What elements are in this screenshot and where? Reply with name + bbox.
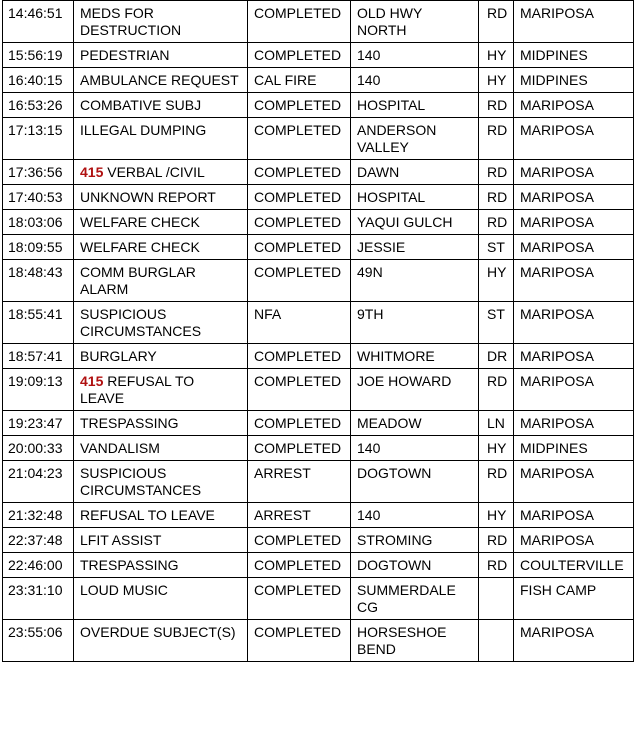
- call-time-cell: [3, 160, 74, 185]
- call-type: MEDS FOR DESTRUCTION: [80, 5, 182, 38]
- street-suffix: RD: [487, 122, 508, 138]
- street-suffix: RD: [487, 189, 508, 205]
- street-suffix-cell: [479, 369, 514, 411]
- call-type-cell: [74, 578, 248, 620]
- table-row: [3, 436, 634, 461]
- call-disposition-cell: [248, 344, 351, 369]
- call-street: WHITMORE: [357, 348, 435, 364]
- call-time-cell: [3, 260, 74, 302]
- street-suffix-cell: [479, 43, 514, 68]
- street-suffix-cell: [479, 210, 514, 235]
- call-city-cell: [514, 160, 634, 185]
- call-city: MARIPOSA: [520, 239, 594, 255]
- call-time: 23:55:06: [8, 624, 63, 640]
- call-type-cell: [74, 43, 248, 68]
- table-row: [3, 210, 634, 235]
- call-time-cell: [3, 503, 74, 528]
- call-time-cell: [3, 411, 74, 436]
- call-type-cell: [74, 160, 248, 185]
- call-type: VERBAL /CIVIL: [107, 164, 205, 180]
- call-time: 14:46:51: [8, 5, 63, 21]
- street-suffix-cell: [479, 68, 514, 93]
- call-disposition-cell: [248, 118, 351, 160]
- call-type-cell: [74, 553, 248, 578]
- call-city-cell: [514, 93, 634, 118]
- call-city-cell: [514, 411, 634, 436]
- call-city-cell: [514, 578, 634, 620]
- call-time-cell: [3, 302, 74, 344]
- call-time-cell: [3, 578, 74, 620]
- call-time-cell: [3, 93, 74, 118]
- call-city: FISH CAMP: [520, 582, 597, 598]
- call-disposition: COMPLETED: [254, 189, 342, 205]
- table-row: [3, 43, 634, 68]
- call-time-cell: [3, 553, 74, 578]
- street-suffix-cell: [479, 118, 514, 160]
- call-street-cell: [351, 620, 479, 662]
- call-disposition: NFA: [254, 306, 282, 322]
- call-disposition-cell: [248, 260, 351, 302]
- call-city-cell: [514, 553, 634, 578]
- call-city: MARIPOSA: [520, 164, 594, 180]
- call-street-cell: [351, 68, 479, 93]
- street-suffix: ST: [487, 239, 505, 255]
- street-suffix: DR: [487, 348, 508, 364]
- call-disposition: COMPLETED: [254, 624, 342, 640]
- call-disposition-cell: [248, 461, 351, 503]
- call-time: 17:13:15: [8, 122, 63, 138]
- call-city-cell: [514, 302, 634, 344]
- call-street: HORSESHOE BEND: [357, 624, 447, 657]
- call-city: MARIPOSA: [520, 373, 594, 389]
- street-suffix-cell: [479, 93, 514, 118]
- call-disposition-cell: [248, 68, 351, 93]
- call-time: 18:03:06: [8, 214, 63, 230]
- call-street-cell: [351, 578, 479, 620]
- call-city: MIDPINES: [520, 47, 588, 63]
- call-time: 21:32:48: [8, 507, 63, 523]
- call-type: LFIT ASSIST: [80, 532, 162, 548]
- table-row: [3, 235, 634, 260]
- call-type-cell: [74, 411, 248, 436]
- call-type: AMBULANCE REQUEST: [80, 72, 239, 88]
- call-log-table: [2, 0, 634, 662]
- call-disposition: COMPLETED: [254, 47, 342, 63]
- call-disposition-cell: [248, 210, 351, 235]
- call-time-cell: [3, 210, 74, 235]
- street-suffix: HY: [487, 440, 507, 456]
- call-time: 18:09:55: [8, 239, 63, 255]
- call-city-cell: [514, 528, 634, 553]
- call-type: SUSPICIOUS CIRCUMSTANCES: [80, 306, 202, 339]
- call-type: SUSPICIOUS CIRCUMSTANCES: [80, 465, 202, 498]
- call-type-cell: [74, 1, 248, 43]
- call-disposition: COMPLETED: [254, 97, 342, 113]
- call-disposition-cell: [248, 93, 351, 118]
- call-city: MARIPOSA: [520, 97, 594, 113]
- call-disposition-cell: [248, 43, 351, 68]
- call-type: BURGLARY: [80, 348, 157, 364]
- street-suffix: RD: [487, 97, 508, 113]
- call-time-cell: [3, 68, 74, 93]
- call-disposition: COMPLETED: [254, 264, 342, 280]
- table-row: [3, 68, 634, 93]
- call-disposition: CAL FIRE: [254, 72, 317, 88]
- call-time: 19:09:13: [8, 373, 63, 389]
- call-type-cell: [74, 461, 248, 503]
- call-type: WELFARE CHECK: [80, 214, 200, 230]
- call-disposition-cell: [248, 160, 351, 185]
- street-suffix: ST: [487, 306, 505, 322]
- street-suffix: LN: [487, 415, 505, 431]
- call-city-cell: [514, 1, 634, 43]
- call-street-cell: [351, 411, 479, 436]
- call-street: YAQUI GULCH: [357, 214, 453, 230]
- call-street-cell: [351, 302, 479, 344]
- call-type-cell: [74, 528, 248, 553]
- call-type: TRESPASSING: [80, 557, 179, 573]
- call-type-cell: [74, 620, 248, 662]
- call-time: 16:53:26: [8, 97, 63, 113]
- call-street: 9TH: [357, 306, 384, 322]
- table-row: [3, 620, 634, 662]
- call-street: HOSPITAL: [357, 189, 426, 205]
- call-type: ILLEGAL DUMPING: [80, 122, 207, 138]
- street-suffix: RD: [487, 465, 508, 481]
- call-disposition: COMPLETED: [254, 122, 342, 138]
- call-time: 21:04:23: [8, 465, 63, 481]
- call-disposition: COMPLETED: [254, 348, 342, 364]
- call-city-cell: [514, 185, 634, 210]
- call-time-cell: [3, 461, 74, 503]
- call-type: LOUD MUSIC: [80, 582, 168, 598]
- call-street: SUMMERDALE CG: [357, 582, 456, 615]
- call-street: DAWN: [357, 164, 400, 180]
- call-street-cell: [351, 1, 479, 43]
- street-suffix-cell: [479, 160, 514, 185]
- table-row: [3, 118, 634, 160]
- street-suffix: RD: [487, 5, 508, 21]
- call-street-cell: [351, 503, 479, 528]
- call-city-cell: [514, 344, 634, 369]
- call-city-cell: [514, 118, 634, 160]
- table-row: [3, 578, 634, 620]
- call-city-cell: [514, 620, 634, 662]
- call-time: 23:31:10: [8, 582, 63, 598]
- call-street-cell: [351, 369, 479, 411]
- call-street: 140: [357, 72, 381, 88]
- call-street: 140: [357, 47, 381, 63]
- street-suffix: RD: [487, 532, 508, 548]
- call-disposition: COMPLETED: [254, 532, 342, 548]
- street-suffix: RD: [487, 557, 508, 573]
- call-city-cell: [514, 503, 634, 528]
- call-disposition: COMPLETED: [254, 415, 342, 431]
- call-type-cell: [74, 344, 248, 369]
- call-street: JOE HOWARD: [357, 373, 452, 389]
- call-type: COMM BURGLAR ALARM: [80, 264, 196, 297]
- call-street: 140: [357, 440, 381, 456]
- call-street-cell: [351, 461, 479, 503]
- street-suffix: HY: [487, 47, 507, 63]
- call-city: MARIPOSA: [520, 264, 594, 280]
- call-disposition-cell: [248, 503, 351, 528]
- call-disposition: ARREST: [254, 507, 311, 523]
- call-disposition: ARREST: [254, 465, 311, 481]
- street-suffix-cell: [479, 578, 514, 620]
- street-suffix-cell: [479, 528, 514, 553]
- call-disposition-cell: [248, 528, 351, 553]
- call-street-cell: [351, 436, 479, 461]
- call-type: TRESPASSING: [80, 415, 179, 431]
- table-row: [3, 160, 634, 185]
- call-type-cell: [74, 235, 248, 260]
- call-street-cell: [351, 553, 479, 578]
- table-row: [3, 93, 634, 118]
- call-street-cell: [351, 160, 479, 185]
- call-disposition-cell: [248, 411, 351, 436]
- call-city-cell: [514, 260, 634, 302]
- call-street-cell: [351, 235, 479, 260]
- call-city: MARIPOSA: [520, 5, 594, 21]
- street-suffix: RD: [487, 164, 508, 180]
- call-city: MARIPOSA: [520, 214, 594, 230]
- call-type: VANDALISM: [80, 440, 160, 456]
- call-time: 19:23:47: [8, 415, 63, 431]
- call-street: DOGTOWN: [357, 465, 432, 481]
- call-type: REFUSAL TO LEAVE: [80, 373, 195, 406]
- call-time: 18:48:43: [8, 264, 63, 280]
- street-suffix: HY: [487, 507, 507, 523]
- table-row: [3, 528, 634, 553]
- street-suffix-cell: [479, 185, 514, 210]
- call-type-cell: [74, 185, 248, 210]
- call-city-cell: [514, 369, 634, 411]
- street-suffix-cell: [479, 1, 514, 43]
- call-disposition-cell: [248, 302, 351, 344]
- call-type-cell: [74, 118, 248, 160]
- call-time: 22:46:00: [8, 557, 63, 573]
- call-type-cell: [74, 503, 248, 528]
- call-street-cell: [351, 93, 479, 118]
- call-disposition: COMPLETED: [254, 5, 342, 21]
- call-disposition-cell: [248, 1, 351, 43]
- call-city: MARIPOSA: [520, 465, 594, 481]
- table-row: [3, 344, 634, 369]
- call-disposition-cell: [248, 620, 351, 662]
- table-row: [3, 503, 634, 528]
- call-time: 15:56:19: [8, 47, 63, 63]
- call-street: 140: [357, 507, 381, 523]
- call-type-cell: [74, 436, 248, 461]
- call-disposition-cell: [248, 436, 351, 461]
- call-street-cell: [351, 260, 479, 302]
- call-type-cell: [74, 260, 248, 302]
- street-suffix-cell: [479, 620, 514, 662]
- call-disposition-cell: [248, 553, 351, 578]
- call-city: MARIPOSA: [520, 348, 594, 364]
- call-city: MARIPOSA: [520, 532, 594, 548]
- call-type: COMBATIVE SUBJ: [80, 97, 202, 113]
- call-city: MARIPOSA: [520, 306, 594, 322]
- street-suffix-cell: [479, 553, 514, 578]
- call-code-prefix: 415: [80, 164, 104, 180]
- call-street-cell: [351, 118, 479, 160]
- call-city: MIDPINES: [520, 440, 588, 456]
- call-time: 20:00:33: [8, 440, 63, 456]
- street-suffix: HY: [487, 72, 507, 88]
- call-street-cell: [351, 344, 479, 369]
- call-time-cell: [3, 344, 74, 369]
- call-street-cell: [351, 185, 479, 210]
- street-suffix-cell: [479, 461, 514, 503]
- call-disposition: COMPLETED: [254, 239, 342, 255]
- call-street: HOSPITAL: [357, 97, 426, 113]
- call-time-cell: [3, 235, 74, 260]
- call-city-cell: [514, 43, 634, 68]
- call-time: 22:37:48: [8, 532, 63, 548]
- street-suffix-cell: [479, 235, 514, 260]
- call-type-cell: [74, 68, 248, 93]
- call-city-cell: [514, 436, 634, 461]
- call-type-cell: [74, 302, 248, 344]
- street-suffix: RD: [487, 214, 508, 230]
- table-row: [3, 411, 634, 436]
- table-row: [3, 553, 634, 578]
- call-disposition-cell: [248, 185, 351, 210]
- call-street: ANDERSON VALLEY: [357, 122, 437, 155]
- call-city-cell: [514, 235, 634, 260]
- call-street: MEADOW: [357, 415, 422, 431]
- call-city: COULTERVILLE: [520, 557, 624, 573]
- call-time: 17:36:56: [8, 164, 63, 180]
- call-street-cell: [351, 528, 479, 553]
- table-row: [3, 260, 634, 302]
- call-time: 17:40:53: [8, 189, 63, 205]
- call-time-cell: [3, 118, 74, 160]
- street-suffix-cell: [479, 260, 514, 302]
- call-disposition-cell: [248, 369, 351, 411]
- call-time: 18:55:41: [8, 306, 63, 322]
- call-type: PEDESTRIAN: [80, 47, 170, 63]
- call-time-cell: [3, 436, 74, 461]
- call-city: MIDPINES: [520, 72, 588, 88]
- call-disposition-cell: [248, 578, 351, 620]
- call-type: WELFARE CHECK: [80, 239, 200, 255]
- call-city: MARIPOSA: [520, 122, 594, 138]
- call-city-cell: [514, 68, 634, 93]
- call-disposition: COMPLETED: [254, 440, 342, 456]
- table-row: [3, 369, 634, 411]
- street-suffix-cell: [479, 411, 514, 436]
- call-disposition-cell: [248, 235, 351, 260]
- call-street-cell: [351, 210, 479, 235]
- call-time-cell: [3, 43, 74, 68]
- street-suffix: HY: [487, 264, 507, 280]
- call-type-cell: [74, 93, 248, 118]
- table-row: [3, 302, 634, 344]
- call-time-cell: [3, 369, 74, 411]
- call-city: MARIPOSA: [520, 624, 594, 640]
- table-row: [3, 461, 634, 503]
- call-disposition: COMPLETED: [254, 373, 342, 389]
- call-time: 16:40:15: [8, 72, 63, 88]
- table-row: [3, 185, 634, 210]
- call-street: 49N: [357, 264, 383, 280]
- street-suffix: RD: [487, 373, 508, 389]
- call-time-cell: [3, 1, 74, 43]
- call-street: JESSIE: [357, 239, 406, 255]
- call-disposition: COMPLETED: [254, 582, 342, 598]
- call-disposition: COMPLETED: [254, 214, 342, 230]
- call-city-cell: [514, 461, 634, 503]
- call-type: REFUSAL TO LEAVE: [80, 507, 215, 523]
- call-type: OVERDUE SUBJECT(S): [80, 624, 236, 640]
- call-city-cell: [514, 210, 634, 235]
- call-city: MARIPOSA: [520, 507, 594, 523]
- call-type-cell: [74, 369, 248, 411]
- call-time: 18:57:41: [8, 348, 63, 364]
- call-log-body: [3, 1, 634, 662]
- street-suffix-cell: [479, 302, 514, 344]
- call-street: STROMING: [357, 532, 433, 548]
- call-disposition: COMPLETED: [254, 164, 342, 180]
- call-street-cell: [351, 43, 479, 68]
- table-row: [3, 1, 634, 43]
- street-suffix-cell: [479, 436, 514, 461]
- call-street: DOGTOWN: [357, 557, 432, 573]
- call-code-prefix: 415: [80, 373, 104, 389]
- call-city: MARIPOSA: [520, 415, 594, 431]
- call-time-cell: [3, 620, 74, 662]
- call-city: MARIPOSA: [520, 189, 594, 205]
- call-time-cell: [3, 185, 74, 210]
- street-suffix-cell: [479, 344, 514, 369]
- street-suffix-cell: [479, 503, 514, 528]
- call-type-cell: [74, 210, 248, 235]
- call-time-cell: [3, 528, 74, 553]
- call-type: UNKNOWN REPORT: [80, 189, 216, 205]
- call-disposition: COMPLETED: [254, 557, 342, 573]
- call-street: OLD HWY NORTH: [357, 5, 423, 38]
